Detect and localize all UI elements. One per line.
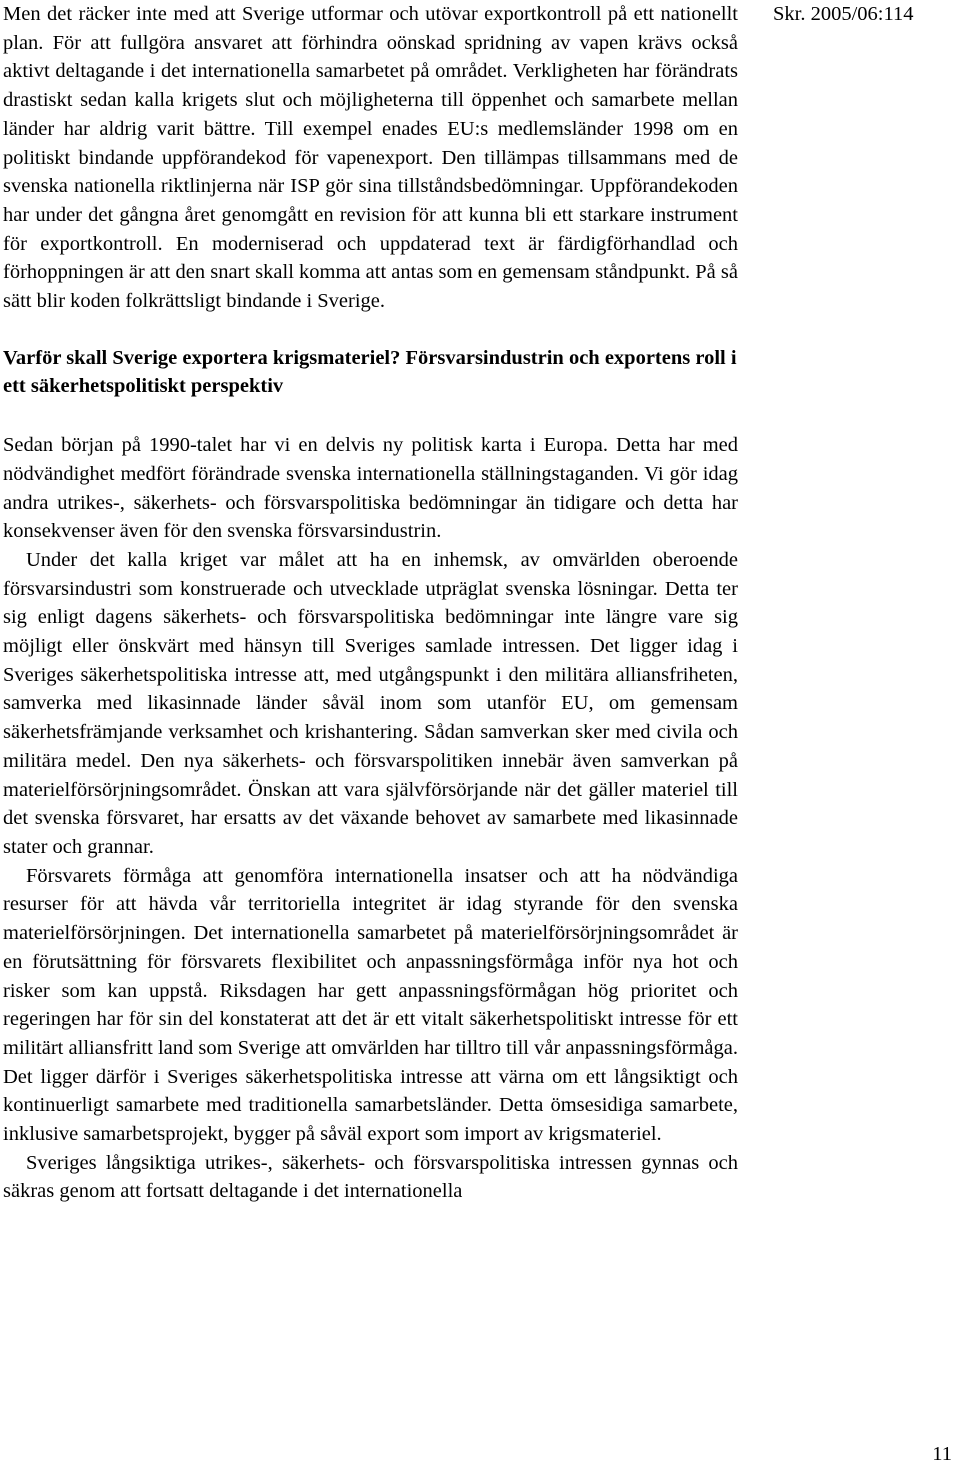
body-paragraph-2: Under det kalla kriget var målet att ha en inhemsk, av omvärlden oberoende försvarsindustri som konstruerade och utvecklade utpräglat svenska lösningar. Detta ter sig enligt dagens säkerhets- och försvarspolitiska bedömningar inte längre vare sig möjligt eller önskvärt med hänsyn till Sveriges samlade intressen. Det ligger idag i Sveriges säkerhetspolitiska intresse att, med utgångspunkt i den militära alliansfriheten, samverka med likasinnade länder såväl inom som utanför EU, om gemensam säkerhetsfrämjande verksamhet och krishantering. Sådan samverkan sker med civila och militära medel. Den nya säkerhets- och försvarspolitiken innebär även samverkan på materielförsörjningsområdet. Önskan att vara självförsörjande när det gäller materiel till det svenska försvaret, har ersatts av det växande behovet av samarbete med likasinnade stater och grannar.: [3, 548, 738, 858]
main-text-column: [3, 0, 738, 1206]
intro-paragraph: Men det räcker inte med att Sverige utformar och utövar exportkontroll på ett nationellt plan. För att fullgöra ansvaret att förhindra oönskad spridning av vapen krävs också aktivt deltagande i det internationella samarbetet på området. Verkligheten har förändrats drastiskt sedan kalla krigets slut och möjligheterna till öppenhet och samarbete mellan länder har aldrig varit bättre. Till exempel enades EU:s medlemsländer 1998 om en politiskt bindande uppförandekod för vapenexport. Den tillämpas tillsammans med de svenska nationella riktlinjerna när ISP gör sina tillståndsbedömningar. Uppförandekoden har under det gångna året genomgått en revision för att kunna bli ett starkare instrument för exportkontroll. En moderniserad och uppdaterad text är färdigförhandlad och förhoppningen är att den snart skall komma att antas som en gemensam ståndpunkt. På så sätt blir koden folkrättsligt bindande i Sverige.: [3, 3, 738, 313]
page-number: 11: [932, 1443, 952, 1465]
body-paragraph-4: Sveriges långsiktiga utrikes-, säkerhets- och försvarspolitiska intressen gynnas och säkras genom att fortsatt deltagande i det internationella: [3, 1151, 738, 1203]
body-paragraph-3: Försvarets förmåga att genomföra internationella insatser och att ha nödvändiga resurser för att hävda vår territoriella integritet är idag styrande för den svenska materielförsörjningen. Det internationella samarbetet på materielförsörjningsområdet är en förutsättning för försvarets flexibilitet och anpassningsförmåga inför nya hot och risker som kan uppstå. Riksdagen har gett anpassningsförmågan hög prioritet och regeringen har för sin del konstaterat att det är ett vitalt säkerhetspolitiskt intresse för ett militärt alliansfritt land som Sverige att omvärlden har tilltro till vår anpassningsförmåga. Det ligger därför i Sveriges säkerhetspolitiska intresse att värna om ett långsiktigt och kontinuerligt samarbete med traditionella samarbetsländer. Detta ömsesidiga samarbete, inklusive samarbetsprojekt, bygger på såväl export som import av krigsmateriel.: [3, 864, 738, 1146]
document-reference: Skr. 2005/06:114: [773, 3, 914, 25]
section-heading: Varför skall Sverige exportera krigsmateriel? Försvarsindustrin och exportens roll i ett säkerhetspolitiskt perspektiv: [3, 346, 737, 398]
body-paragraph-1: Sedan början på 1990-talet har vi en delvis ny politisk karta i Europa. Detta har med nödvändighet medfört förändrade svenska internationella ställningstaganden. Vi gör idag andra utrikes-, säkerhets- och försvarspolitiska bedömningar än tidigare och detta har konsekvenser även för den svenska försvarsindustrin.: [3, 434, 738, 543]
